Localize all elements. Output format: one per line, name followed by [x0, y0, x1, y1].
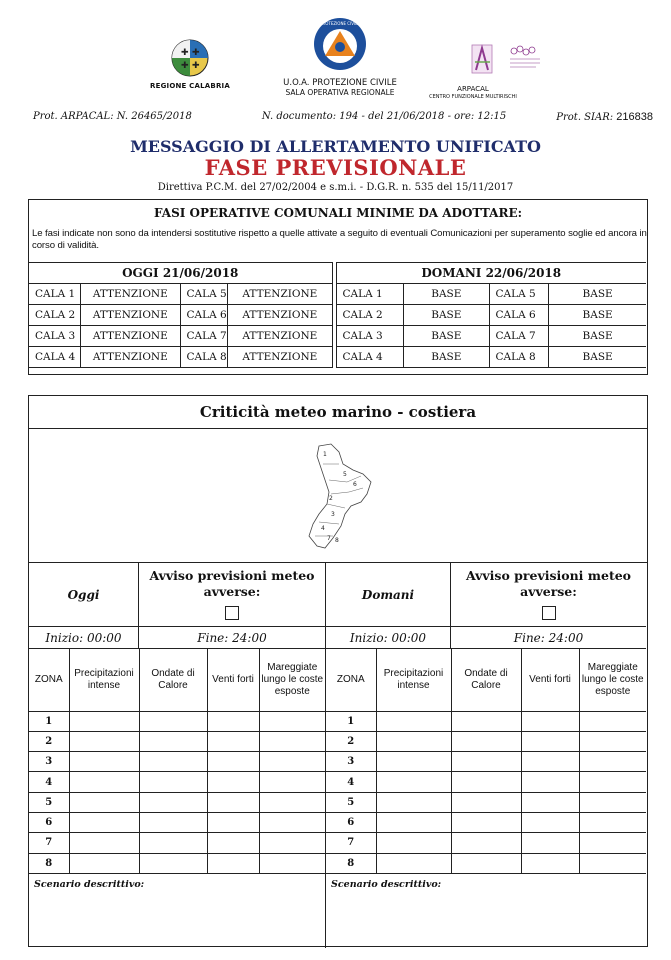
oggi-zone-cell	[139, 711, 207, 731]
domani-cala-phase: BASE	[549, 347, 646, 368]
oggi-zone-cell	[69, 792, 139, 812]
arpacal-emblem-icon	[440, 42, 550, 80]
oggi-cala-phase: ATTENZIONE	[228, 347, 332, 368]
criticita-title: Criticità meteo marino - costiera	[29, 396, 647, 429]
map-zone-label: 8	[335, 537, 339, 544]
oggi-row	[29, 284, 332, 305]
oggi-cala-phase: ATTENZIONE	[81, 347, 180, 368]
oggi-inizio: Inizio: 00:00	[29, 627, 139, 648]
svg-text:✚: ✚	[192, 48, 200, 58]
domani-cala-name: CALA 5	[489, 284, 549, 305]
prot-arpacal: Prot. ARPACAL: N. 26465/2018	[33, 111, 192, 122]
domani-avviso-checkbox[interactable]	[542, 606, 556, 620]
oggi-zone-row	[29, 833, 325, 853]
oggi-row	[29, 305, 332, 326]
oggi-cala-name: CALA 8	[180, 347, 228, 368]
domani-zone-cell	[579, 772, 646, 792]
map-zone-label: 6	[353, 481, 357, 488]
oggi-cala-name: CALA 1	[29, 284, 81, 305]
domani-zone-cell	[376, 833, 451, 853]
domani-cala-phase: BASE	[549, 326, 646, 347]
domani-cala-name: CALA 2	[336, 305, 404, 326]
map-zone-label: 3	[331, 511, 335, 518]
oggi-zone-cell	[207, 792, 259, 812]
oggi-zone-cell	[139, 792, 207, 812]
domani-zone-cell	[521, 792, 579, 812]
domani-fine: Fine: 24:00	[513, 630, 584, 645]
domani-zone-number: 2	[326, 731, 376, 751]
protocol-line	[33, 111, 653, 123]
oggi-cala-phase: ATTENZIONE	[81, 326, 180, 347]
domani-zone-number: 4	[326, 772, 376, 792]
domani-zone-cell	[521, 731, 579, 751]
domani-zone-row	[326, 812, 646, 832]
oggi-zone-cell	[207, 752, 259, 772]
domani-zone-cell	[451, 812, 521, 832]
domani-zone-cell	[521, 812, 579, 832]
oggi-column-header: Mareggiate lungo le coste esposte	[259, 649, 325, 711]
oggi-avviso	[139, 563, 325, 626]
domani-zone-number: 5	[326, 792, 376, 812]
domani-zone-cell	[376, 711, 451, 731]
domani-zone-row	[326, 853, 646, 873]
domani-zone-cell	[451, 752, 521, 772]
oggi-zone-cell	[207, 711, 259, 731]
domani-column-header: Ondate di Calore	[451, 649, 521, 711]
criticita-box	[28, 395, 648, 947]
domani-zone-cell	[579, 731, 646, 751]
oggi-zone-cell	[69, 833, 139, 853]
domani-zone-row	[326, 792, 646, 812]
domani-zone-row	[326, 731, 646, 751]
domani-zone-cell	[451, 772, 521, 792]
domani-zone-cell	[376, 731, 451, 751]
oggi-zone-row	[29, 853, 325, 873]
svg-text:✚: ✚	[181, 48, 189, 58]
oggi-zone-number: 1	[29, 711, 69, 731]
domani-cala-phase: BASE	[549, 284, 646, 305]
domani-cala-table	[336, 262, 646, 368]
oggi-zone-cell	[259, 711, 325, 731]
domani-zone-number: 1	[326, 711, 376, 731]
map-zone-label: 1	[323, 451, 327, 458]
calabria-emblem-icon	[170, 38, 210, 78]
oggi-label: Oggi	[29, 563, 139, 626]
document-number: N. documento: 194 - del 21/06/2018 - ore: 12:15	[261, 111, 507, 122]
domani-cala-name: CALA 7	[489, 326, 549, 347]
oggi-zone-header-row	[29, 649, 325, 711]
oggi-header: OGGI 21/06/2018	[29, 263, 332, 284]
oggi-zone-cell	[139, 772, 207, 792]
oggi-avviso-checkbox[interactable]	[225, 606, 239, 620]
oggi-times	[29, 627, 325, 649]
oggi-zone-table	[29, 649, 325, 874]
domani-head	[326, 563, 646, 627]
oggi-zone-number: 8	[29, 853, 69, 873]
oggi-zone-cell	[139, 853, 207, 873]
oggi-zone-cell	[259, 752, 325, 772]
domani-cala-phase: BASE	[549, 305, 646, 326]
domani-zone-row	[326, 833, 646, 853]
domani-zone-cell	[521, 853, 579, 873]
domani-column-header: Precipitazioni intense	[376, 649, 451, 711]
oggi-scenario-label: Scenario descrittivo:	[34, 878, 145, 890]
domani-zone-header-row	[326, 649, 646, 711]
oggi-cala-phase: ATTENZIONE	[228, 326, 332, 347]
oggi-column	[29, 563, 326, 948]
domani-zone-cell	[579, 833, 646, 853]
oggi-zone-row	[29, 731, 325, 751]
logo-right-caption2: CENTRO FUNZIONALE MULTIRISCHI	[429, 94, 517, 100]
oggi-row	[29, 347, 332, 368]
directive-reference: Direttiva P.C.M. del 27/02/2004 e s.m.i. - D.G.R. n. 535 del 15/11/2017	[157, 182, 514, 193]
domani-cala-name: CALA 8	[489, 347, 549, 368]
oggi-cala-name: CALA 7	[180, 326, 228, 347]
oggi-cala-name: CALA 5	[180, 284, 228, 305]
svg-text:✚: ✚	[192, 61, 200, 71]
domani-cala-name: CALA 3	[336, 326, 404, 347]
oggi-zone-cell	[259, 812, 325, 832]
oggi-cala-phase: ATTENZIONE	[81, 305, 180, 326]
domani-zone-cell	[521, 711, 579, 731]
fasi-note: Le fasi indicate non sono da intendersi sostitutive rispetto a quelle attivate a seguito di eventuali Comunicazioni per superamento soglie ed ancora in corso di validità.	[32, 228, 647, 251]
domani-column-header: ZONA	[326, 649, 376, 711]
domani-zone-cell	[521, 752, 579, 772]
domani-zone-cell	[579, 853, 646, 873]
domani-zone-cell	[376, 772, 451, 792]
domani-zone-cell	[451, 792, 521, 812]
arpacal-logo	[430, 42, 560, 100]
oggi-zone-number: 4	[29, 772, 69, 792]
domani-scenario-label: Scenario descrittivo:	[331, 878, 442, 890]
oggi-zone-number: 5	[29, 792, 69, 812]
domani-zone-number: 6	[326, 812, 376, 832]
prot-siar-value: 216838	[616, 111, 653, 123]
regione-calabria-logo	[145, 38, 235, 90]
map-zone-label: 4	[321, 525, 325, 532]
oggi-zone-number: 2	[29, 731, 69, 751]
oggi-zone-row	[29, 792, 325, 812]
domani-zone-row	[326, 711, 646, 731]
oggi-cala-phase: ATTENZIONE	[228, 305, 332, 326]
oggi-row	[29, 326, 332, 347]
domani-zone-cell	[521, 772, 579, 792]
oggi-zone-row	[29, 752, 325, 772]
domani-zone-cell	[451, 853, 521, 873]
oggi-column-header: Precipitazioni intense	[69, 649, 139, 711]
oggi-cala-phase: ATTENZIONE	[81, 284, 180, 305]
domani-zone-cell	[579, 752, 646, 772]
phase-title: FASE PREVISIONALE	[204, 155, 467, 180]
domani-zone-cell	[376, 792, 451, 812]
domani-cala-phase: BASE	[404, 326, 489, 347]
domani-avviso-label: Avviso previsioni meteo avverse:	[465, 568, 632, 599]
domani-row	[336, 305, 646, 326]
oggi-zone-cell	[69, 711, 139, 731]
domani-avviso	[451, 563, 646, 626]
oggi-cala-name: CALA 2	[29, 305, 81, 326]
domani-cala-phase: BASE	[404, 347, 489, 368]
domani-times	[326, 627, 646, 649]
domani-column-header: Venti forti	[521, 649, 579, 711]
oggi-zone-cell	[139, 752, 207, 772]
oggi-zone-cell	[139, 833, 207, 853]
oggi-column-header: ZONA	[29, 649, 69, 711]
oggi-zone-cell	[207, 833, 259, 853]
oggi-avviso-label: Avviso previsioni meteo avverse:	[149, 568, 315, 599]
domani-cala-name: CALA 6	[489, 305, 549, 326]
header-logos	[0, 10, 671, 100]
domani-zone-cell	[521, 833, 579, 853]
fasi-title: FASI OPERATIVE COMUNALI MINIME DA ADOTTARE:	[153, 206, 523, 220]
oggi-zone-cell	[139, 731, 207, 751]
oggi-cala-name: CALA 4	[29, 347, 81, 368]
logo-center-line2: SALA OPERATIVA REGIONALE	[285, 88, 395, 97]
oggi-zone-cell	[259, 772, 325, 792]
logo-center-line1: U.O.A. PROTEZIONE CIVILE	[283, 78, 397, 88]
message-title: MESSAGGIO DI ALLERTAMENTO UNIFICATO	[130, 137, 541, 156]
map-zone-label: 2	[329, 495, 333, 502]
oggi-cala-table	[29, 262, 333, 368]
domani-zone-row	[326, 772, 646, 792]
oggi-zone-cell	[139, 812, 207, 832]
oggi-zone-row	[29, 772, 325, 792]
oggi-zone-number: 6	[29, 812, 69, 832]
domani-zone-cell	[451, 731, 521, 751]
oggi-zone-cell	[259, 731, 325, 751]
logo-right-caption1: ARPACAL	[457, 85, 489, 93]
domani-zone-cell	[376, 812, 451, 832]
prot-siar	[556, 111, 653, 123]
oggi-zone-cell	[69, 812, 139, 832]
oggi-column-header: Venti forti	[207, 649, 259, 711]
oggi-fine: Fine: 24:00	[197, 630, 267, 645]
domani-zone-cell	[451, 711, 521, 731]
oggi-zone-cell	[259, 792, 325, 812]
zone-map-area	[29, 429, 647, 563]
oggi-zone-cell	[207, 731, 259, 751]
map-zone-label: 5	[343, 471, 347, 478]
domani-row	[336, 326, 646, 347]
days-section	[29, 563, 646, 948]
domani-zone-number: 3	[326, 752, 376, 772]
oggi-zone-cell	[207, 853, 259, 873]
oggi-column-header: Ondate di Calore	[139, 649, 207, 711]
svg-text:✚: ✚	[181, 61, 189, 71]
domani-zone-cell	[579, 812, 646, 832]
domani-zone-cell	[451, 833, 521, 853]
oggi-cala-name: CALA 3	[29, 326, 81, 347]
domani-zone-cell	[376, 853, 451, 873]
domani-zone-table	[326, 649, 646, 874]
logo-left-caption: REGIONE CALABRIA	[150, 82, 230, 90]
oggi-head	[29, 563, 325, 627]
domani-zone-cell	[579, 792, 646, 812]
domani-column	[326, 563, 646, 948]
map-zone-label: 7	[327, 535, 331, 542]
oggi-zone-cell	[207, 812, 259, 832]
protezione-civile-emblem-icon	[312, 16, 368, 72]
domani-row	[336, 284, 646, 305]
oggi-zone-cell	[69, 853, 139, 873]
domani-cala-phase: BASE	[404, 305, 489, 326]
oggi-zone-cell	[69, 772, 139, 792]
oggi-zone-cell	[259, 853, 325, 873]
oggi-zone-row	[29, 812, 325, 832]
domani-cala-name: CALA 4	[336, 347, 404, 368]
domani-zone-number: 8	[326, 853, 376, 873]
prot-siar-label: Prot. SIAR:	[556, 112, 614, 123]
domani-zone-cell	[376, 752, 451, 772]
domani-cala-name: CALA 1	[336, 284, 404, 305]
oggi-zone-number: 7	[29, 833, 69, 853]
calabria-zone-map	[305, 442, 385, 552]
svg-text:PROTEZIONE CIVILE: PROTEZIONE CIVILE	[320, 21, 360, 26]
oggi-cala-phase: ATTENZIONE	[228, 284, 332, 305]
fasi-operative-box	[28, 199, 648, 375]
oggi-zone-cell	[207, 772, 259, 792]
domani-row	[336, 347, 646, 368]
domani-column-header: Mareggiate lungo le coste esposte	[579, 649, 646, 711]
oggi-zone-number: 3	[29, 752, 69, 772]
cala-tables	[29, 262, 646, 368]
oggi-zone-row	[29, 711, 325, 731]
domani-zone-row	[326, 752, 646, 772]
domani-zone-number: 7	[326, 833, 376, 853]
domani-header: DOMANI 22/06/2018	[336, 263, 646, 284]
oggi-zone-cell	[69, 731, 139, 751]
domani-inizio: Inizio: 00:00	[326, 627, 451, 648]
oggi-zone-cell	[69, 752, 139, 772]
oggi-zone-cell	[259, 833, 325, 853]
oggi-cala-name: CALA 6	[180, 305, 228, 326]
domani-zone-cell	[579, 711, 646, 731]
domani-label: Domani	[326, 563, 451, 626]
domani-cala-phase: BASE	[404, 284, 489, 305]
